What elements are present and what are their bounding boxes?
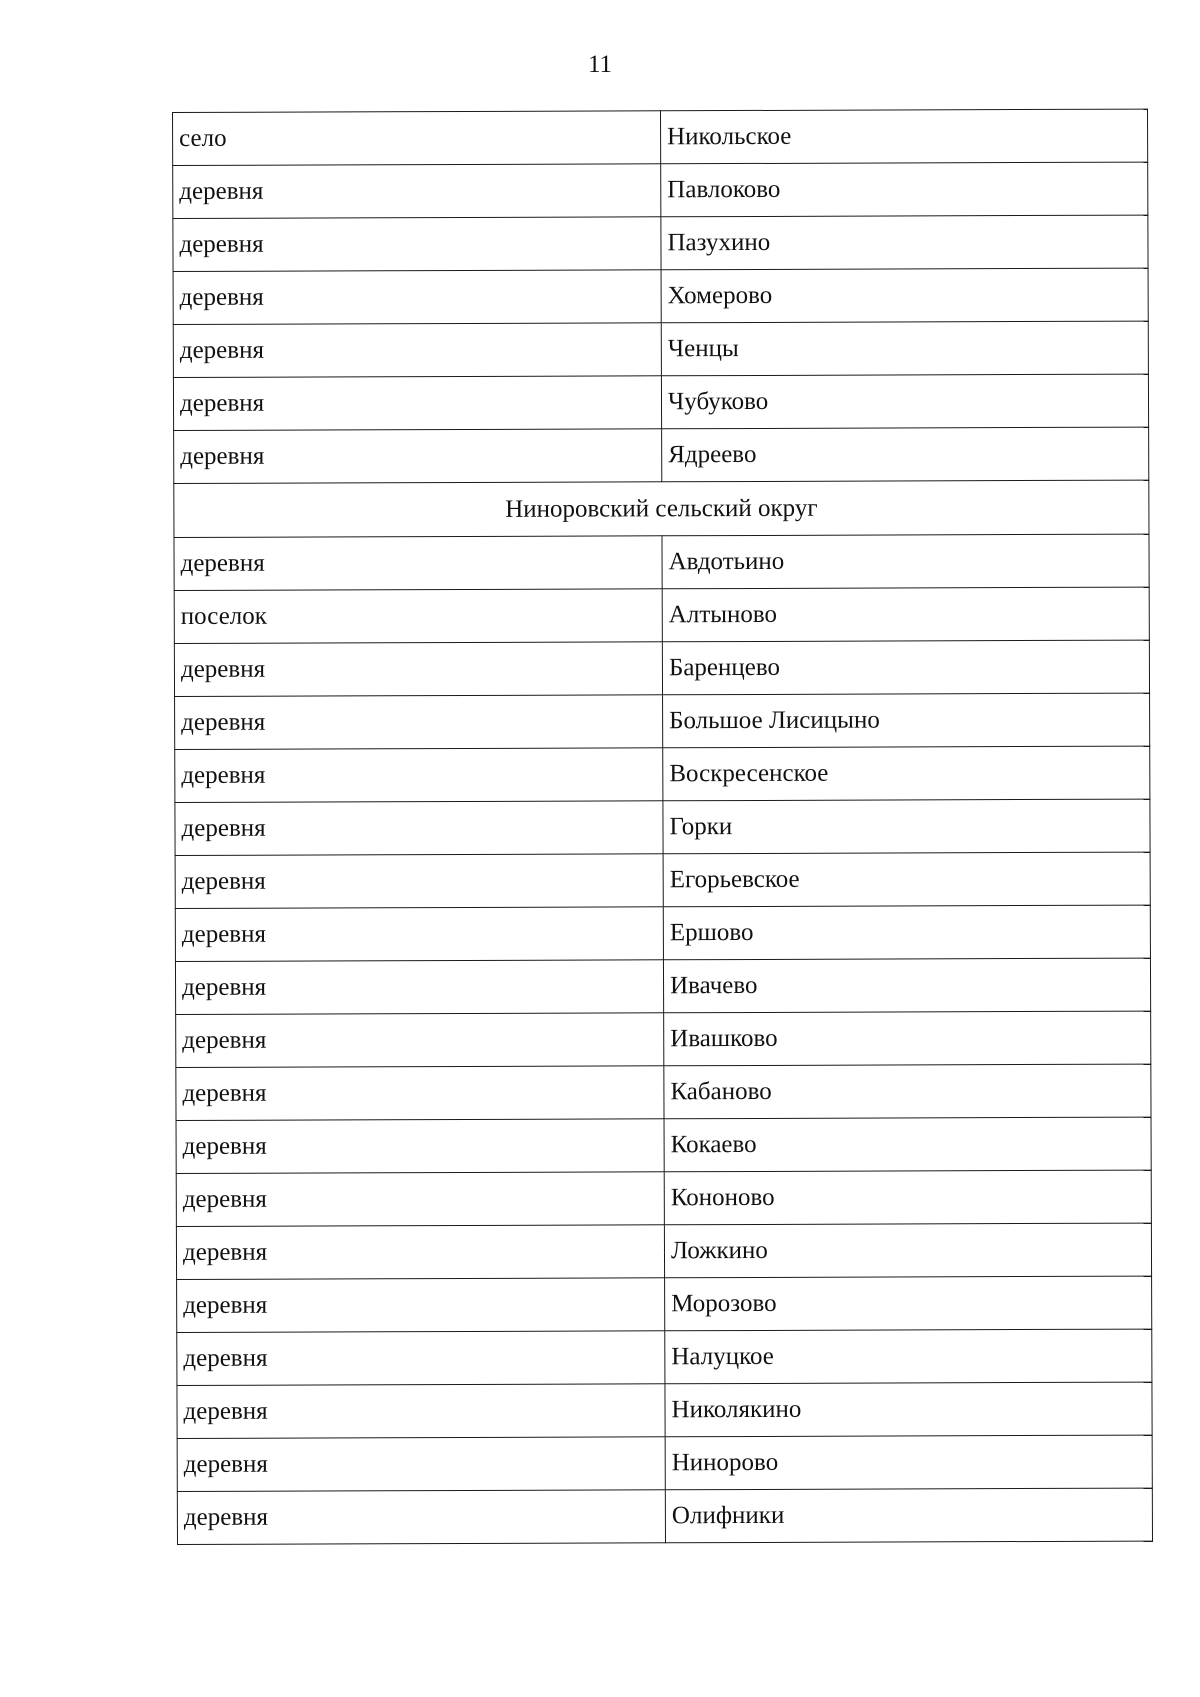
- table-row: [174, 640, 1149, 696]
- settlement-name-cell: Большое Лисицыно: [663, 693, 1150, 748]
- settlement-type-cell: деревня: [177, 1490, 665, 1545]
- settlement-type-cell: деревня: [175, 695, 663, 750]
- page-number: 11: [587, 51, 613, 78]
- settlement-name-cell: Ядреево: [662, 427, 1149, 482]
- settlements-table: [172, 109, 1153, 1545]
- table-row: [173, 215, 1148, 271]
- settlement-type-cell: деревня: [176, 1119, 664, 1174]
- table-row: [176, 1064, 1151, 1120]
- settlement-name-cell: Ивачево: [663, 958, 1150, 1013]
- settlement-type-cell: поселок: [174, 589, 662, 644]
- settlement-type-cell: деревня: [173, 323, 661, 378]
- table-row: [177, 1382, 1152, 1438]
- settlement-type-cell: деревня: [177, 1384, 665, 1439]
- table-row: [176, 1117, 1151, 1173]
- section-heading-row: [174, 480, 1149, 537]
- settlement-name-cell: Ченцы: [661, 321, 1148, 376]
- settlement-name-cell: Воскресенское: [663, 746, 1150, 801]
- settlement-name-cell: Павлоково: [661, 162, 1148, 217]
- settlement-name-cell: Хомерово: [661, 268, 1148, 323]
- settlement-name-cell: Никольское: [660, 109, 1147, 164]
- settlement-type-cell: деревня: [174, 536, 662, 591]
- settlement-name-cell: Чубуково: [661, 374, 1148, 429]
- settlement-type-cell: деревня: [173, 376, 661, 431]
- table-row: [175, 799, 1150, 855]
- settlement-name-cell: Горки: [663, 799, 1150, 854]
- settlement-name-cell: Пазухино: [661, 215, 1148, 270]
- settlement-type-cell: деревня: [177, 1437, 665, 1492]
- settlement-name-cell: Кононово: [664, 1170, 1151, 1225]
- table-row: [175, 905, 1150, 961]
- settlement-type-cell: деревня: [174, 642, 662, 697]
- table-row: [175, 958, 1150, 1014]
- table-row: [174, 427, 1149, 483]
- table-row: [173, 268, 1148, 324]
- settlement-type-cell: деревня: [175, 854, 663, 909]
- settlement-name-cell: Ложкино: [664, 1223, 1151, 1278]
- settlement-type-cell: деревня: [176, 1225, 664, 1280]
- table-row: [173, 374, 1148, 430]
- table-row: [177, 1329, 1152, 1385]
- table-row: [173, 109, 1148, 165]
- settlement-type-cell: деревня: [175, 748, 663, 803]
- table-row: [174, 587, 1149, 643]
- settlement-type-cell: деревня: [176, 1172, 664, 1227]
- table-row: [177, 1276, 1152, 1332]
- settlement-name-cell: Баренцево: [662, 640, 1149, 695]
- settlement-type-cell: деревня: [177, 1331, 665, 1386]
- settlement-name-cell: Ивашково: [664, 1011, 1151, 1066]
- settlement-type-cell: деревня: [173, 217, 661, 272]
- table-row: [175, 693, 1150, 749]
- settlement-type-cell: деревня: [177, 1278, 665, 1333]
- table-row: [177, 1435, 1152, 1491]
- settlement-type-cell: деревня: [175, 801, 663, 856]
- settlement-type-cell: деревня: [176, 1066, 664, 1121]
- settlement-name-cell: Олифники: [665, 1488, 1152, 1543]
- table-row: [173, 162, 1148, 218]
- table-row: [173, 321, 1148, 377]
- settlement-type-cell: деревня: [173, 164, 661, 219]
- table-row: [175, 746, 1150, 802]
- settlement-type-cell: деревня: [175, 907, 663, 962]
- settlement-type-cell: деревня: [175, 960, 663, 1015]
- table-row: [176, 1170, 1151, 1226]
- settlement-name-cell: Нинорово: [665, 1435, 1152, 1490]
- settlement-type-cell: деревня: [173, 270, 661, 325]
- table-row: [177, 1488, 1152, 1544]
- settlement-type-cell: деревня: [176, 1013, 664, 1068]
- settlement-type-cell: село: [173, 111, 661, 166]
- settlement-name-cell: Налуцкое: [665, 1329, 1152, 1384]
- settlement-name-cell: Алтыново: [662, 587, 1149, 642]
- section-heading: Ниноровский сельский округ: [174, 480, 1149, 537]
- settlement-name-cell: Авдотьино: [662, 534, 1149, 589]
- settlement-name-cell: Кокаево: [664, 1117, 1151, 1172]
- table-row: [174, 534, 1149, 590]
- settlement-name-cell: Егорьевское: [663, 852, 1150, 907]
- settlement-name-cell: Морозово: [665, 1276, 1152, 1331]
- settlements-table-body: [173, 109, 1153, 1544]
- settlement-name-cell: Николякино: [665, 1382, 1152, 1437]
- settlement-name-cell: Ершово: [663, 905, 1150, 960]
- table-row: [176, 1011, 1151, 1067]
- table-row: [175, 852, 1150, 908]
- table-row: [176, 1223, 1151, 1279]
- settlement-type-cell: деревня: [174, 429, 662, 484]
- settlement-name-cell: Кабаново: [664, 1064, 1151, 1119]
